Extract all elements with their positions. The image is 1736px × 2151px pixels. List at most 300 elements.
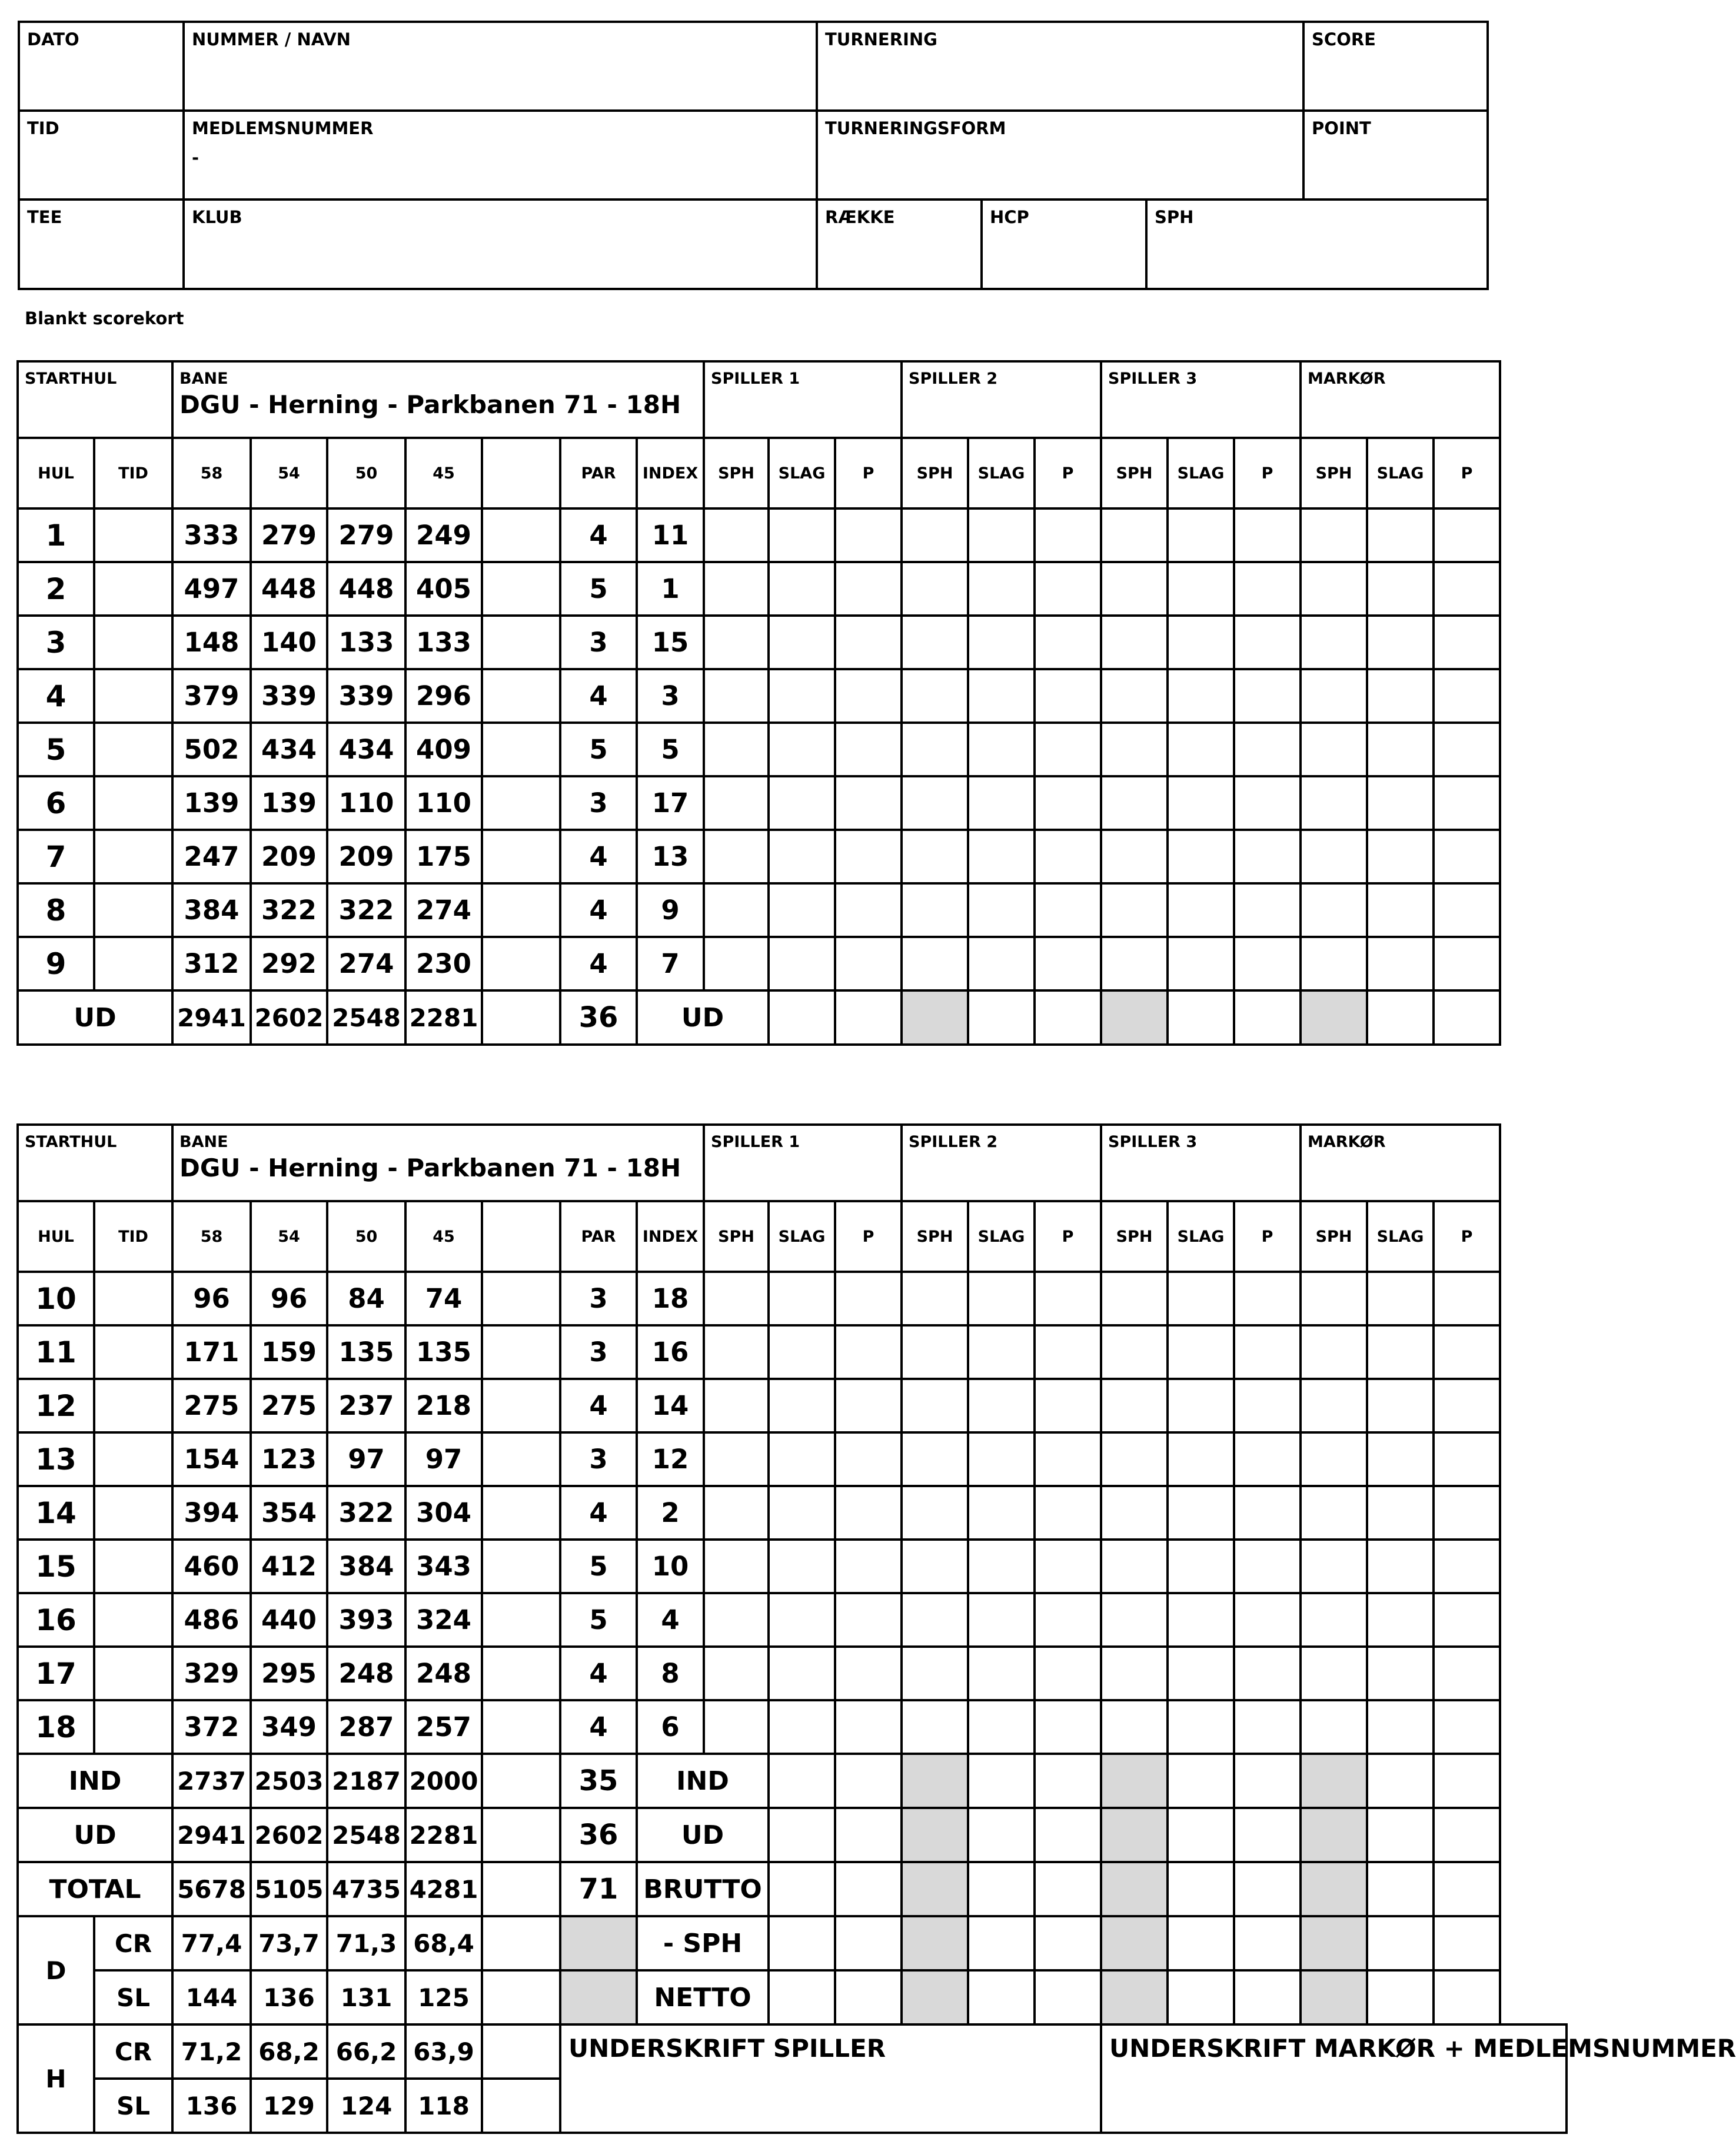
tee-time-cell[interactable] [94,669,172,723]
points-entry-cell[interactable] [1434,776,1500,830]
player1-strokes-cell[interactable] [769,1808,835,1862]
points-entry-cell[interactable] [835,1486,902,1540]
points-entry-cell[interactable] [835,830,902,883]
points-entry-cell[interactable] [1234,1325,1301,1379]
player1-strokes-cell[interactable] [769,1970,835,2024]
points-entry-cell[interactable] [1035,1593,1101,1647]
strokes-entry-cell[interactable] [1168,723,1234,776]
points-entry-cell[interactable] [1035,1486,1101,1540]
points-entry-cell[interactable] [1434,1647,1500,1700]
sph-entry-cell[interactable] [704,1379,769,1432]
strokes-entry-cell[interactable] [1367,1379,1434,1432]
points-entry-cell[interactable] [835,669,902,723]
sph-entry-cell[interactable] [704,830,769,883]
number-name-field[interactable]: NUMMER / NAVN [184,22,817,111]
sph-entry-cell[interactable] [704,1272,769,1325]
sph-entry-cell[interactable] [1301,723,1367,776]
points-total-cell[interactable] [1234,1970,1301,2024]
points-entry-cell[interactable] [835,883,902,937]
strokes-entry-cell[interactable] [1367,1272,1434,1325]
strokes-total-cell[interactable] [968,1754,1035,1808]
strokes-total-cell[interactable] [1168,990,1234,1045]
sph-entry-cell[interactable] [704,562,769,616]
sph-entry-cell[interactable] [1301,1593,1367,1647]
points-entry-cell[interactable] [1234,669,1301,723]
tee-time-cell[interactable] [94,1647,172,1700]
points-entry-cell[interactable] [1035,1700,1101,1754]
sph-entry-cell[interactable] [902,883,968,937]
strokes-entry-cell[interactable] [968,669,1035,723]
points-entry-cell[interactable] [1035,1379,1101,1432]
tee-time-cell[interactable] [94,1325,172,1379]
points-entry-cell[interactable] [1035,937,1101,990]
points-entry-cell[interactable] [1434,1379,1500,1432]
tee-time-cell[interactable] [94,1700,172,1754]
points-entry-cell[interactable] [835,1272,902,1325]
points-total-cell[interactable] [1035,1970,1101,2024]
strokes-entry-cell[interactable] [1367,1325,1434,1379]
sph-entry-cell[interactable] [1301,1272,1367,1325]
points-entry-cell[interactable] [1234,776,1301,830]
points-entry-cell[interactable] [1035,669,1101,723]
strokes-entry-cell[interactable] [968,562,1035,616]
points-entry-cell[interactable] [835,1647,902,1700]
strokes-total-cell[interactable] [968,1808,1035,1862]
strokes-entry-cell[interactable] [1168,937,1234,990]
points-entry-cell[interactable] [1234,1272,1301,1325]
strokes-entry-cell[interactable] [1168,883,1234,937]
strokes-entry-cell[interactable] [1168,616,1234,669]
strokes-entry-cell[interactable] [1168,776,1234,830]
strokes-entry-cell[interactable] [1168,830,1234,883]
sph-entry-cell[interactable] [1101,1647,1168,1700]
tee-time-cell[interactable] [94,723,172,776]
strokes-entry-cell[interactable] [1168,1700,1234,1754]
points-entry-cell[interactable] [1434,1325,1500,1379]
strokes-entry-cell[interactable] [769,1432,835,1486]
strokes-entry-cell[interactable] [1367,669,1434,723]
sph-entry-cell[interactable] [704,883,769,937]
tee-time-cell[interactable] [94,616,172,669]
strokes-entry-cell[interactable] [968,1486,1035,1540]
sph-entry-cell[interactable] [1301,830,1367,883]
points-entry-cell[interactable] [1035,1272,1101,1325]
strokes-entry-cell[interactable] [968,1593,1035,1647]
strokes-entry-cell[interactable] [1168,1593,1234,1647]
strokes-entry-cell[interactable] [968,723,1035,776]
strokes-total-cell[interactable] [1168,1970,1234,2024]
sph-entry-cell[interactable] [902,562,968,616]
tee-time-cell[interactable] [94,508,172,562]
points-total-cell[interactable] [1234,990,1301,1045]
strokes-entry-cell[interactable] [1367,1486,1434,1540]
sph-entry-cell[interactable] [902,830,968,883]
sph-entry-cell[interactable] [704,1540,769,1593]
points-entry-cell[interactable] [1035,723,1101,776]
strokes-entry-cell[interactable] [968,1272,1035,1325]
sph-entry-cell[interactable] [1101,508,1168,562]
points-total-cell[interactable] [1234,1754,1301,1808]
points-total-cell[interactable] [1434,1916,1500,1970]
time-field[interactable]: TID [19,111,184,200]
sph-entry-cell[interactable] [1101,669,1168,723]
sph-entry-cell[interactable] [902,723,968,776]
strokes-entry-cell[interactable] [1367,723,1434,776]
sph-entry-cell[interactable] [902,1379,968,1432]
club-field[interactable]: KLUB [184,200,817,289]
strokes-entry-cell[interactable] [1168,1379,1234,1432]
points-total-cell[interactable] [1434,1754,1500,1808]
points-entry-cell[interactable] [835,1593,902,1647]
sph-entry-cell[interactable] [902,1540,968,1593]
score-field[interactable]: SCORE [1303,22,1488,111]
strokes-entry-cell[interactable] [1367,1593,1434,1647]
strokes-entry-cell[interactable] [1168,1432,1234,1486]
points-total-cell[interactable] [1035,1808,1101,1862]
points-entry-cell[interactable] [1434,1486,1500,1540]
strokes-entry-cell[interactable] [968,937,1035,990]
strokes-entry-cell[interactable] [968,508,1035,562]
sph-entry-cell[interactable] [1301,508,1367,562]
player1-points-cell[interactable] [835,990,902,1045]
points-entry-cell[interactable] [1434,830,1500,883]
strokes-entry-cell[interactable] [1168,1486,1234,1540]
sph-entry-cell[interactable] [1101,1325,1168,1379]
player1-strokes-cell[interactable] [769,1754,835,1808]
marker-signature-field[interactable] [1101,2024,1736,2133]
sph-entry-cell[interactable] [1301,1540,1367,1593]
date-field[interactable]: DATO [19,22,184,111]
strokes-entry-cell[interactable] [1367,1700,1434,1754]
strokes-total-cell[interactable] [1168,1862,1234,1916]
strokes-total-cell[interactable] [1367,1916,1434,1970]
sph-entry-cell[interactable] [1101,937,1168,990]
sph-entry-cell[interactable] [704,669,769,723]
sph-entry-cell[interactable] [1101,1379,1168,1432]
strokes-total-cell[interactable] [1168,1916,1234,1970]
sph-entry-cell[interactable] [1301,1486,1367,1540]
strokes-entry-cell[interactable] [1168,1272,1234,1325]
points-entry-cell[interactable] [1434,562,1500,616]
sph-entry-cell[interactable] [1101,1486,1168,1540]
sph-entry-cell[interactable] [902,1325,968,1379]
player1-points-cell[interactable] [835,1970,902,2024]
sph-entry-cell[interactable] [1301,937,1367,990]
sph-entry-cell[interactable] [1301,562,1367,616]
points-entry-cell[interactable] [835,508,902,562]
points-entry-cell[interactable] [1035,1540,1101,1593]
strokes-entry-cell[interactable] [1367,1647,1434,1700]
points-entry-cell[interactable] [835,937,902,990]
hole-length: 148 [172,616,251,669]
strokes-total-cell[interactable] [1367,1862,1434,1916]
strokes-entry-cell[interactable] [769,830,835,883]
points-total-cell[interactable] [1434,990,1500,1045]
sph-entry-cell[interactable] [704,937,769,990]
points-entry-cell[interactable] [1234,723,1301,776]
strokes-entry-cell[interactable] [769,616,835,669]
strokes-entry-cell[interactable] [769,562,835,616]
points-entry-cell[interactable] [1035,1432,1101,1486]
points-entry-cell[interactable] [1234,1432,1301,1486]
tee-time-cell[interactable] [94,883,172,937]
strokes-entry-cell[interactable] [1367,1540,1434,1593]
points-entry-cell[interactable] [1234,1700,1301,1754]
sph-entry-cell[interactable] [1301,1379,1367,1432]
tee-time-cell[interactable] [94,1593,172,1647]
points-total-cell[interactable] [1035,1754,1101,1808]
sph-entry-cell[interactable] [1301,776,1367,830]
points-entry-cell[interactable] [1234,937,1301,990]
strokes-entry-cell[interactable] [968,776,1035,830]
player1-strokes-cell[interactable] [769,1916,835,1970]
player-signature-field[interactable] [560,2024,1101,2133]
points-entry-cell[interactable] [835,723,902,776]
points-total-cell[interactable] [1035,990,1101,1045]
tee-field[interactable]: TEE [19,200,184,289]
player1-points-cell[interactable] [835,1916,902,1970]
tournament-field[interactable]: TURNERING [817,22,1303,111]
sph-entry-cell[interactable] [1101,616,1168,669]
strokes-total-cell[interactable] [968,990,1035,1045]
strokes-entry-cell[interactable] [769,883,835,937]
points-entry-cell[interactable] [1035,508,1101,562]
sph-entry-cell[interactable] [704,1486,769,1540]
sph-entry-cell[interactable] [1301,616,1367,669]
points-entry-cell[interactable] [1234,1379,1301,1432]
strokes-total-cell[interactable] [1367,1808,1434,1862]
points-entry-cell[interactable] [1035,1325,1101,1379]
strokes-entry-cell[interactable] [769,669,835,723]
points-entry-cell[interactable] [835,776,902,830]
sph-entry-cell[interactable] [902,776,968,830]
points-entry-cell[interactable] [1035,616,1101,669]
points-entry-cell[interactable] [1035,776,1101,830]
player1-points-cell[interactable] [835,1808,902,1862]
points-entry-cell[interactable] [1234,883,1301,937]
points-entry-cell[interactable] [1434,508,1500,562]
point-field[interactable]: POINT [1303,111,1488,200]
points-entry-cell[interactable] [835,616,902,669]
strokes-entry-cell[interactable] [1367,616,1434,669]
tee-time-cell[interactable] [94,830,172,883]
hole-length: 405 [405,562,482,616]
sph-entry-cell[interactable] [1101,1272,1168,1325]
strokes-entry-cell[interactable] [1367,562,1434,616]
points-entry-cell[interactable] [1434,669,1500,723]
strokes-entry-cell[interactable] [968,1325,1035,1379]
sph-entry-cell[interactable] [704,1647,769,1700]
strokes-entry-cell[interactable] [769,1700,835,1754]
hcp-field[interactable]: HCP [982,200,1146,289]
points-entry-cell[interactable] [835,562,902,616]
points-entry-cell[interactable] [1035,1647,1101,1700]
strokes-total-cell[interactable] [968,1970,1035,2024]
points-entry-cell[interactable] [1434,1593,1500,1647]
tee-time-cell[interactable] [94,1540,172,1593]
points-entry-cell[interactable] [1035,883,1101,937]
strokes-entry-cell[interactable] [769,1647,835,1700]
sph-entry-cell[interactable] [902,1272,968,1325]
tee-time-cell[interactable] [94,1379,172,1432]
sph-entry-cell[interactable] [1101,830,1168,883]
sph-entry-cell[interactable] [902,1486,968,1540]
strokes-entry-cell[interactable] [769,1325,835,1379]
sph-entry-cell[interactable] [704,1432,769,1486]
strokes-entry-cell[interactable] [769,1486,835,1540]
tournament-form-field[interactable]: TURNERINGSFORM [817,111,1303,200]
tee-time-cell[interactable] [94,937,172,990]
strokes-total-cell[interactable] [1367,1970,1434,2024]
sph-entry-cell[interactable] [704,723,769,776]
points-entry-cell[interactable] [835,1379,902,1432]
points-total-cell[interactable] [1234,1808,1301,1862]
points-total-cell[interactable] [1035,1862,1101,1916]
strokes-entry-cell[interactable] [968,1379,1035,1432]
strokes-entry-cell[interactable] [1367,830,1434,883]
points-entry-cell[interactable] [835,1540,902,1593]
points-entry-cell[interactable] [1434,616,1500,669]
strokes-total-cell[interactable] [1367,990,1434,1045]
strokes-entry-cell[interactable] [968,830,1035,883]
tee-time-cell[interactable] [94,776,172,830]
strokes-entry-cell[interactable] [968,1700,1035,1754]
strokes-entry-cell[interactable] [968,616,1035,669]
player1-strokes-cell[interactable] [769,1862,835,1916]
points-total-cell[interactable] [1234,1862,1301,1916]
tee-time-cell[interactable] [94,1432,172,1486]
points-entry-cell[interactable] [1234,1593,1301,1647]
sph-entry-cell[interactable] [902,937,968,990]
points-total-cell[interactable] [1234,1916,1301,1970]
strokes-total-cell[interactable] [1168,1808,1234,1862]
sph-entry-cell[interactable] [902,669,968,723]
sph-entry-cell[interactable] [1101,883,1168,937]
sph-entry-cell[interactable] [704,1593,769,1647]
strokes-entry-cell[interactable] [1168,562,1234,616]
strokes-entry-cell[interactable] [1367,883,1434,937]
row-field[interactable]: RÆKKE [817,200,982,289]
strokes-total-cell[interactable] [1168,1754,1234,1808]
sph-entry-cell[interactable] [1101,562,1168,616]
sph-entry-cell[interactable] [902,508,968,562]
strokes-entry-cell[interactable] [1168,669,1234,723]
points-entry-cell[interactable] [835,1432,902,1486]
player1-strokes-cell[interactable] [769,990,835,1045]
sph-entry-cell[interactable] [902,616,968,669]
points-entry-cell[interactable] [1234,616,1301,669]
points-entry-cell[interactable] [1434,1432,1500,1486]
strokes-entry-cell[interactable] [1168,1647,1234,1700]
strokes-entry-cell[interactable] [968,1540,1035,1593]
strokes-entry-cell[interactable] [769,508,835,562]
sph-entry-cell[interactable] [1101,1593,1168,1647]
strokes-entry-cell[interactable] [1168,1540,1234,1593]
points-total-cell[interactable] [1434,1970,1500,2024]
strokes-entry-cell[interactable] [968,1647,1035,1700]
sph-entry-cell[interactable] [1301,669,1367,723]
points-entry-cell[interactable] [1234,1540,1301,1593]
sph-entry-cell[interactable] [1301,1325,1367,1379]
tee-time-cell[interactable] [94,562,172,616]
points-total-cell[interactable] [1434,1862,1500,1916]
strokes-total-cell[interactable] [968,1862,1035,1916]
sph-entry-cell[interactable] [1301,883,1367,937]
strokes-entry-cell[interactable] [769,1272,835,1325]
strokes-entry-cell[interactable] [968,1432,1035,1486]
points-entry-cell[interactable] [1434,1540,1500,1593]
sph-entry-cell[interactable] [902,1700,968,1754]
strokes-entry-cell[interactable] [769,1379,835,1432]
strokes-entry-cell[interactable] [1367,1432,1434,1486]
sph-entry-cell[interactable] [1301,1700,1367,1754]
sph-entry-cell[interactable] [1101,1700,1168,1754]
points-entry-cell[interactable] [1434,1700,1500,1754]
sph-entry-cell[interactable] [704,776,769,830]
strokes-entry-cell[interactable] [1168,1325,1234,1379]
points-entry-cell[interactable] [1035,830,1101,883]
tee-time-cell[interactable] [94,1272,172,1325]
hole-length: 384 [172,883,251,937]
sph-entry-cell[interactable] [1101,1540,1168,1593]
strokes-entry-cell[interactable] [769,1540,835,1593]
sph-entry-cell[interactable] [1301,1432,1367,1486]
sph-entry-cell[interactable] [902,1647,968,1700]
points-entry-cell[interactable] [1434,883,1500,937]
player1-points-cell[interactable] [835,1862,902,1916]
points-entry-cell[interactable] [835,1325,902,1379]
player1-points-cell[interactable] [835,1754,902,1808]
strokes-entry-cell[interactable] [769,937,835,990]
sph-entry-cell[interactable] [1101,1432,1168,1486]
points-total-cell[interactable] [1434,1808,1500,1862]
sph-field[interactable]: SPH [1146,200,1488,289]
strokes-entry-cell[interactable] [1168,508,1234,562]
sph-entry-cell[interactable] [704,1700,769,1754]
sph-entry-cell[interactable] [902,1432,968,1486]
points-entry-cell[interactable] [1035,562,1101,616]
sph-entry-cell[interactable] [1301,1647,1367,1700]
points-entry-cell[interactable] [1434,723,1500,776]
strokes-total-cell[interactable] [1367,1754,1434,1808]
strokes-entry-cell[interactable] [769,776,835,830]
points-entry-cell[interactable] [1234,830,1301,883]
points-entry-cell[interactable] [1434,1272,1500,1325]
points-total-cell[interactable] [1035,1916,1101,1970]
sph-entry-cell[interactable] [704,1325,769,1379]
tee-time-cell[interactable] [94,1486,172,1540]
sph-entry-cell[interactable] [902,1593,968,1647]
strokes-entry-cell[interactable] [769,723,835,776]
member-number-field[interactable]: MEDLEMSNUMMER - [184,111,817,200]
points-entry-cell[interactable] [835,1700,902,1754]
sph-entry-cell[interactable] [1101,723,1168,776]
points-entry-cell[interactable] [1234,562,1301,616]
strokes-entry-cell[interactable] [1367,776,1434,830]
points-entry-cell[interactable] [1234,1486,1301,1540]
strokes-entry-cell[interactable] [1367,937,1434,990]
points-entry-cell[interactable] [1434,937,1500,990]
points-entry-cell[interactable] [1234,1647,1301,1700]
sph-entry-cell[interactable] [704,616,769,669]
strokes-total-cell[interactable] [968,1916,1035,1970]
strokes-entry-cell[interactable] [968,883,1035,937]
strokes-entry-cell[interactable] [1367,508,1434,562]
points-entry-cell[interactable] [1234,508,1301,562]
strokes-entry-cell[interactable] [769,1593,835,1647]
sph-entry-cell[interactable] [704,508,769,562]
sph-entry-cell[interactable] [1101,776,1168,830]
